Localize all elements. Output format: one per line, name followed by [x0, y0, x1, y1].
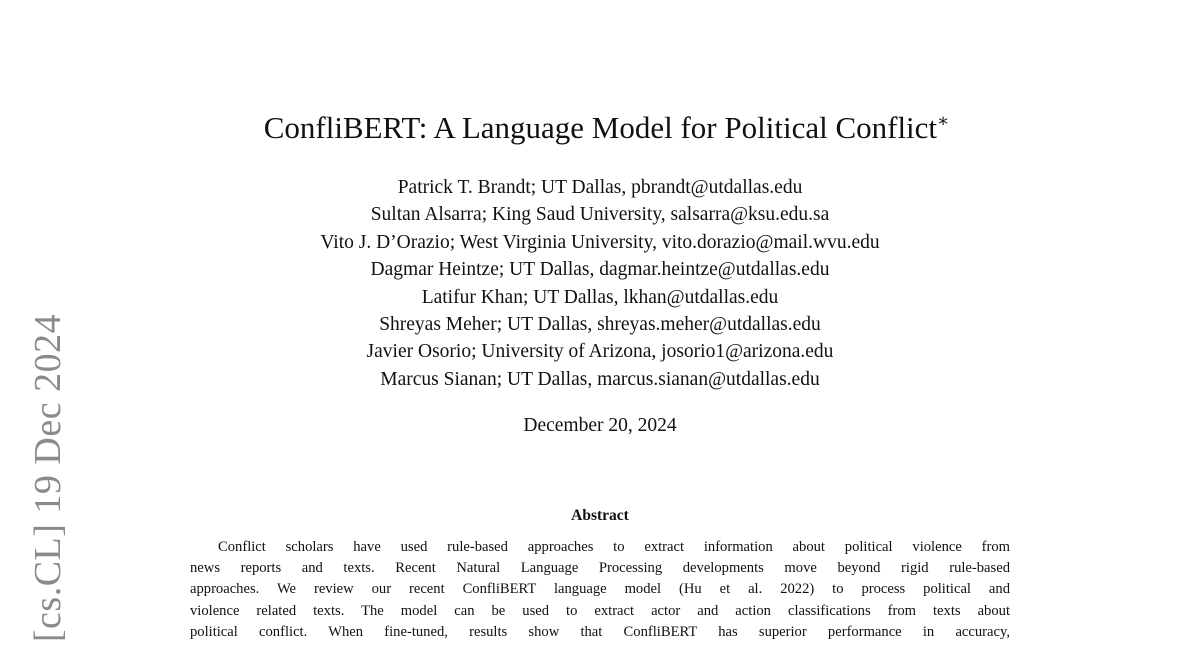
abstract-line: Conflict scholars have used rule-based approaches to extract information about political violence from	[218, 539, 1010, 555]
author-list	[0, 174, 1200, 393]
author-line: Latifur Khan; UT Dallas, lkhan@utdallas.edu	[421, 286, 779, 308]
arxiv-stamp: [cs.CL] 19 Dec 2024	[27, 313, 69, 643]
paper-date: December 20, 2024	[523, 415, 677, 436]
author-line: Dagmar Heintze; UT Dallas, dagmar.heintze@utdallas.edu	[370, 259, 830, 281]
abstract-line: violence related texts. The model can be used to extract actor and action classifications from texts about	[190, 602, 1010, 619]
author-line: Marcus Sianan; UT Dallas, marcus.sianan@utdallas.edu	[380, 368, 820, 390]
abstract-line: news reports and texts. Recent Natural Language Processing developments move beyond rigid rule-based	[190, 560, 1010, 577]
paper-title	[0, 108, 1200, 148]
author-line: Javier Osorio; University of Arizona, josorio1@arizona.edu	[366, 341, 834, 363]
abstract-line: political conflict. When fine-tuned, results show that ConfliBERT has superior performance in accuracy,	[190, 623, 1010, 640]
author-line: Sultan Alsarra; King Saud University, salsarra@ksu.edu.sa	[370, 204, 830, 226]
paper-title-text: ConfliBERT: A Language Model for Political Conflict	[263, 110, 938, 145]
author-line: Shreyas Meher; UT Dallas, shreyas.meher@utdallas.edu	[379, 314, 821, 336]
abstract-line: approaches. We review our recent ConfliBERT language model (Hu et al. 2022) to process political and	[190, 581, 1010, 598]
abstract-heading: Abstract	[571, 507, 629, 524]
abstract-body	[190, 537, 1010, 643]
author-line: Vito J. D’Orazio; West Virginia University, vito.dorazio@mail.wvu.edu	[320, 231, 880, 253]
author-line: Patrick T. Brandt; UT Dallas, pbrandt@utdallas.edu	[397, 177, 803, 198]
title-footnote-mark: ∗	[937, 110, 950, 131]
